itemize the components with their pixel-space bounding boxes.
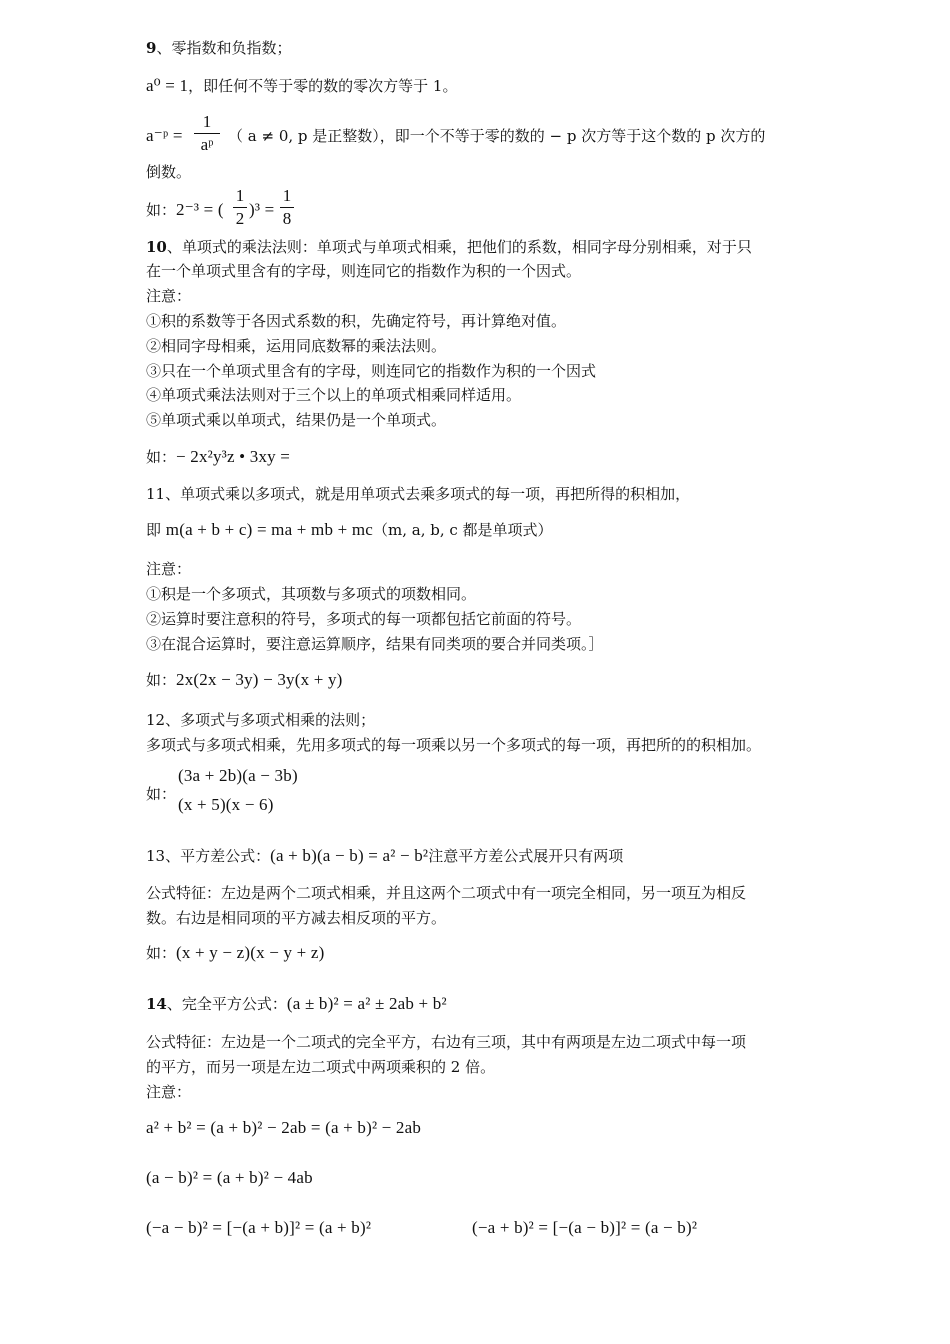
note-label: 注意： [146,560,192,578]
identity-3: (−a − b)² = [−(a + b)]² = (a + b)² [146,1218,372,1237]
numerator: 1 [235,186,245,205]
section-title: 、完全平方公式： [166,995,287,1013]
formula: a⁰ = 1 [146,76,189,95]
section-13-heading [146,846,623,866]
section-number: 10 [146,238,167,256]
identity-2: (a − b)² = (a + b)² − 4ab [146,1168,313,1187]
section-10-continuation: 在一个单项式里含有的字母，则连同它的指数作为积的一个因式。 [146,262,582,280]
note-item-2: ②相同字母相乘，运用同底数幂的乘法法则。 [146,337,447,355]
example-formula-1: (3a + 2b)(a − 3b) [178,766,298,785]
denominator: 2 [235,209,245,228]
example-prefix: 如： [146,201,177,219]
section-10-heading [146,237,752,257]
identity-4: (−a + b)² = [−(a − b)]² = (a − b)² [472,1218,698,1237]
section-number: 9 [146,39,157,57]
fraction-one-half [233,186,247,229]
example-lhs: 2⁻³ = ( [176,200,224,219]
formula: (a ± b)² = a² ± 2ab + b² [286,994,447,1013]
example-prefix: 如： [146,671,177,689]
section-title: 13、平方差公式： [146,847,271,865]
section-number: 14 [146,995,167,1013]
rule-text: ，即任何不等于零的数的零次方等于 1。 [188,77,458,95]
section-14-feature-1: 公式特征：左边是一个二项式的完全平方，右边有三项，其中有两项是左边二项式中每一项 [146,1033,747,1051]
example-formula: − 2x²y³z • 3xy = [176,447,291,466]
section-14-feature-2: 的平方，而另一项是左边二项式中两项乘积的 2 倍。 [146,1058,496,1076]
formula: (a + b)(a − b) = a² − b² [270,846,429,865]
example-formula-2: (x + 5)(x − 6) [178,795,274,814]
section-text: 、单项式的乘法法则：单项式与单项式相乘，把他们的系数，相同字母分别相乘，对于只 [166,238,752,256]
example-formula: (x + y − z)(x − y + z) [176,943,325,962]
section-12-heading: 12、多项式与多项式相乘的法则； [146,711,376,729]
zero-exponent-rule [146,76,457,96]
section-11-heading: 11、单项式乘以多项式，就是用单项式去乘多项式的每一项，再把所得的积相加， [146,485,691,503]
section-14-heading [146,994,447,1014]
example-prefix: 如： [146,448,177,466]
section-12-rule: 多项式与多项式相乘，先用多项式的每一项乘以另一个多项式的每一项，再把所的的积相加。 [146,736,762,754]
fraction-bar [233,207,247,208]
note-item-3: ③只在一个单项式里含有的字母，则连同它的指数作为积的一个因式 [146,362,597,380]
note-item-1: ①积是一个多项式，其项数与多项式的项数相同。 [146,585,477,603]
fraction-bar [280,207,294,208]
formula-prefix: 即 [146,521,166,539]
identity-1: a² + b² = (a + b)² − 2ab = (a + b)² − 2ab [146,1118,422,1137]
numerator: 1 [202,112,212,131]
fraction-one-over-a-p [194,112,220,155]
note-label: 注意： [146,287,192,305]
section-title: 、零指数和负指数； [156,39,292,57]
section-9-example [146,200,224,220]
formula-lhs: a⁻ᵖ = [146,126,183,145]
negative-exponent-rule [146,126,183,146]
fraction-one-eighth [280,186,294,229]
section-11-formula [146,520,553,540]
example-prefix: 如： [146,785,177,803]
section-13-feature-1: 公式特征：左边是两个二项式相乘，并且这两个二项式中有一项完全相同，另一项互为相反 [146,884,747,902]
negative-exponent-condition: （ a ≠ 0, p 是正整数），即一个不等于零的数的 − p 次方等于这个数的 p 次方的 [228,127,766,145]
section-9-heading [146,38,291,58]
fraction-bar [194,133,220,134]
note-item-1: ①积的系数等于各因式系数的积，先确定符号，再计算绝对值。 [146,312,567,330]
note-item-3: ③在混合运算时，要注意运算顺序，结果有同类项的要合并同类项。］ [146,635,604,653]
example-prefix: 如： [146,944,177,962]
negative-exponent-continuation: 倒数。 [146,163,192,181]
section-13-feature-2: 数。右边是相同项的平方减去相反项的平方。 [146,909,447,927]
note-label: 注意： [146,1083,192,1101]
formula-suffix: （m, a, b, c 都是单项式） [373,521,553,539]
denominator: 8 [282,209,292,228]
section-11-example [146,670,343,690]
formula: m(a + b + c) = ma + mb + mc [165,520,374,539]
note-item-2: ②运算时要注意积的符号，多项式的每一项都包括它前面的符号。 [146,610,582,628]
note-item-4: ④单项式乘法法则对于三个以上的单项式相乘同样适用。 [146,386,522,404]
denominator: aᵖ [200,135,214,154]
note-item-5: ⑤单项式乘以单项式，结果仍是一个单项式。 [146,411,447,429]
example-middle: )³ = [249,200,275,219]
numerator: 1 [282,186,292,205]
section-13-example [146,943,325,963]
section-10-example [146,447,290,467]
formula-note: 注意平方差公式展开只有两项 [428,847,624,865]
example-formula: 2x(2x − 3y) − 3y(x + y) [176,670,343,689]
